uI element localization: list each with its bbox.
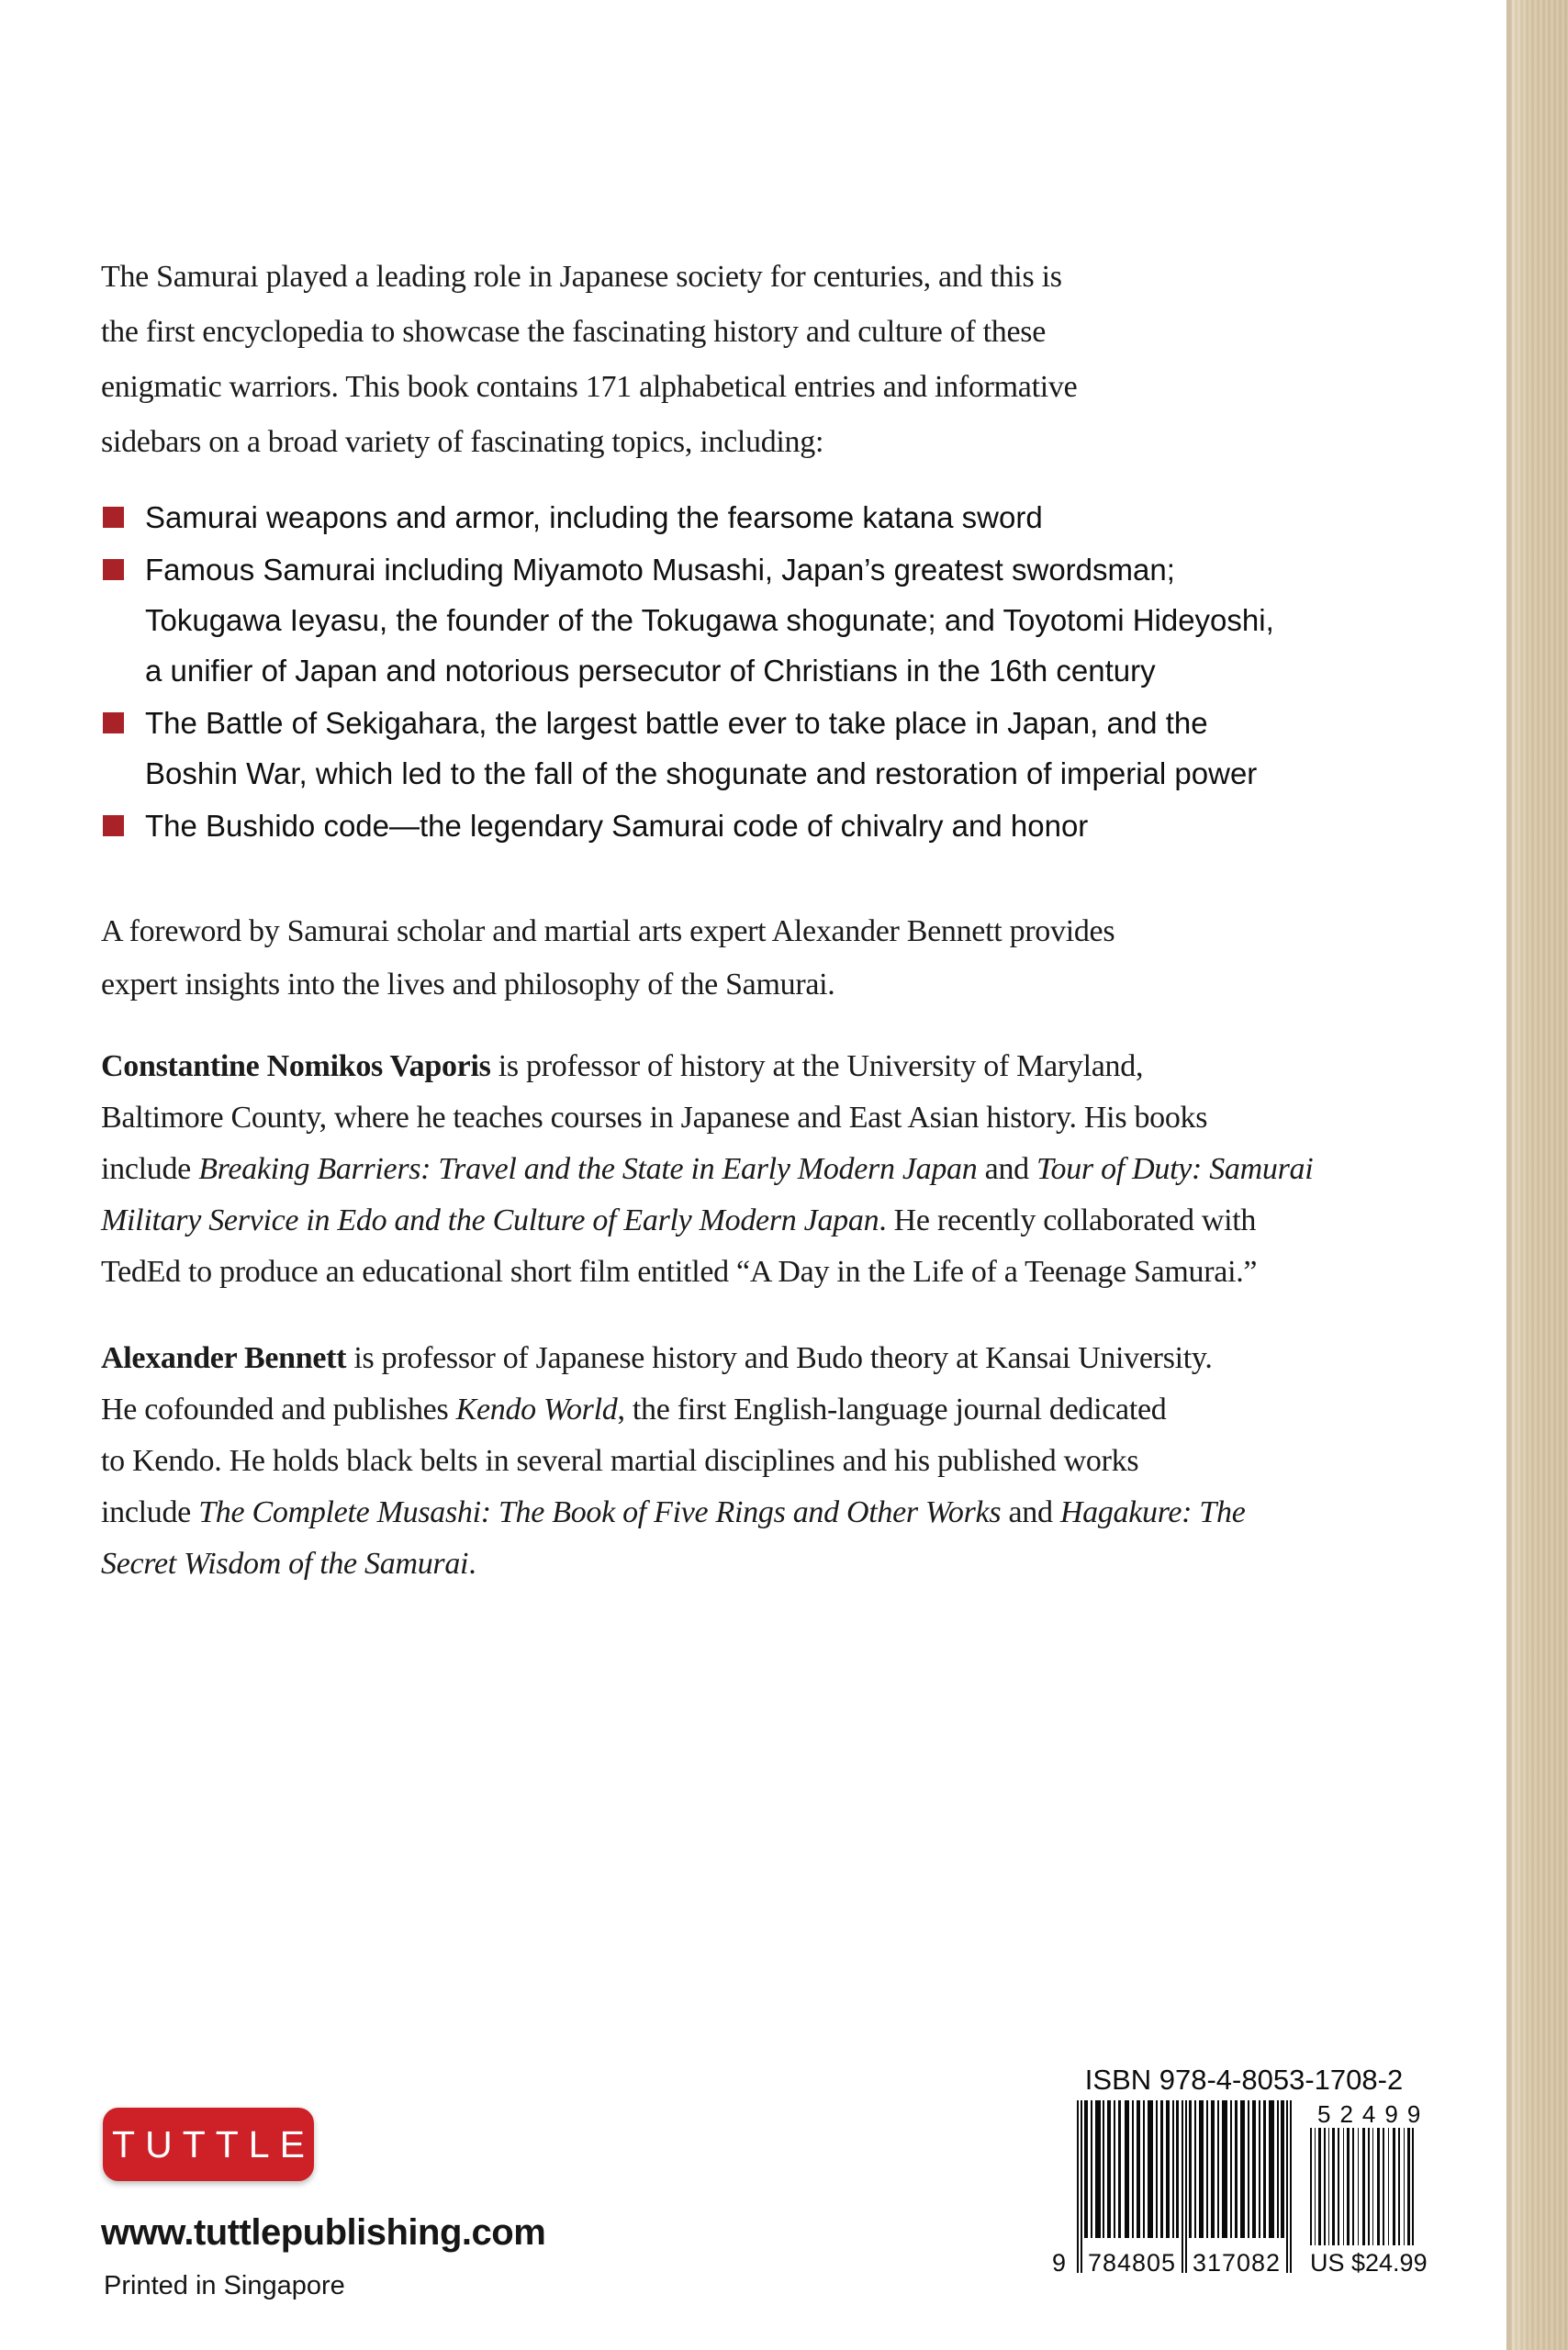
publisher-website-url: www.tuttlepublishing.com bbox=[101, 2212, 546, 2253]
tuttle-logo bbox=[103, 2108, 314, 2181]
intro-paragraph: The Samurai played a leading role in Japanese society for centuries, and this is the first encyclopedia to showcase the fascinating history and culture of these enigmatic warriors. This book contains 171 alphabetical entries and informative sidebars on a broad variety of fascinating topics, including: bbox=[101, 260, 1078, 459]
bullet-item bbox=[103, 544, 1274, 696]
isbn-label: ISBN 978-4-8053-1708-2 bbox=[1084, 2064, 1404, 2096]
spine-strip bbox=[1506, 0, 1568, 2350]
bullet-list bbox=[103, 492, 1274, 853]
bullet-text: The Bushido code—the legendary Samurai code of chivalry and honor bbox=[145, 809, 1089, 843]
bullet-item bbox=[103, 698, 1274, 799]
red-square-bullet-icon bbox=[103, 712, 124, 733]
price-label: US $24.99 bbox=[1310, 2249, 1428, 2277]
red-square-bullet-icon bbox=[103, 507, 124, 528]
bullet-item bbox=[103, 800, 1274, 851]
barcode-digits-group2: 317082 bbox=[1192, 2249, 1282, 2277]
tuttle-logo-label: TUTTLE bbox=[112, 2122, 315, 2165]
bullet-text: Samurai weapons and armor, including the fearsome katana sword bbox=[145, 500, 1043, 534]
bullet-text: The Battle of Sekigahara, the largest battle ever to take place in Japan, and the Boshin War, which led to the fall of the shogunate and restoration of imperial power bbox=[145, 706, 1258, 790]
author-bio-vaporis: Constantine Nomikos Vaporis is professor of history at the University of Maryland, Baltimore County, where he teaches courses in Japanese and East Asian history. His books include Breaking Barriers: Travel and the State in Early Modern Japan and Tour of Duty: Samurai Military Service in Edo and the Culture of Early Modern Japan. He recently collaborated with TedEd to produce an educational short film entitled “A Day in the Life of a Teenage Samurai.” bbox=[101, 1049, 1314, 1289]
printed-in-note: Printed in Singapore bbox=[104, 2271, 345, 2300]
author-bio-bennett: Alexander Bennett is professor of Japanese history and Budo theory at Kansai University. He cofounded and publishes Kendo World, the first English-language journal dedicated to Kendo. He holds black belts in several martial disciplines and his published works include The Complete Musashi: The Book of Five Rings and Other Works and Hagakure: The Secret Wisdom of the Samurai. bbox=[101, 1341, 1246, 1581]
bullet-text: Famous Samurai including Miyamoto Musashi, Japan’s greatest swordsman; Tokugawa Ieyasu, the founder of the Tokugawa shogunate; and Toyotomi Hideyoshi, a unifier of Japan and notorious persecutor of Christians in the 16th century bbox=[145, 553, 1274, 688]
isbn-barcode bbox=[1077, 2100, 1292, 2273]
bullet-item bbox=[103, 492, 1274, 543]
red-square-bullet-icon bbox=[103, 559, 124, 580]
price-addon-code: 52499 bbox=[1317, 2100, 1430, 2128]
barcode-digits-group1: 784805 bbox=[1087, 2249, 1177, 2277]
foreword-paragraph: A foreword by Samurai scholar and martial arts expert Alexander Bennett provides expert insights into the lives and philosophy of the Samurai. bbox=[101, 914, 1115, 1002]
red-square-bullet-icon bbox=[103, 815, 124, 836]
barcode-digit-left: 9 bbox=[1052, 2249, 1067, 2277]
price-addon-barcode bbox=[1310, 2128, 1414, 2245]
